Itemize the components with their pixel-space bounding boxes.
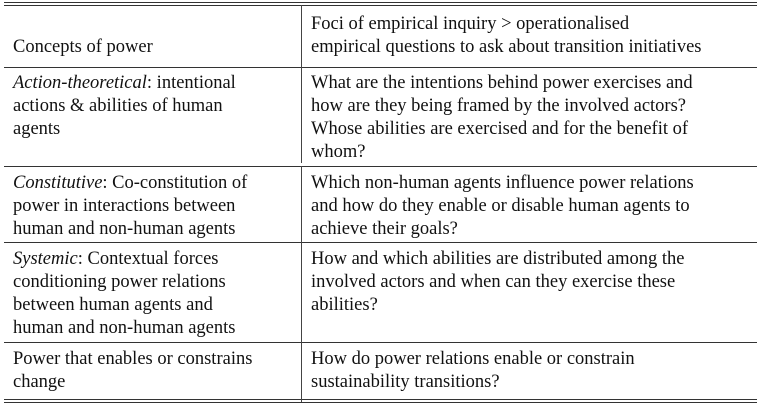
row-systemic-questions: How and which abilities are distributed among the involved actors and when can they exercise these abilities? [311,249,685,315]
header-concepts: Concepts of power [13,37,153,57]
row-rule-1 [4,166,757,167]
bottom-rule-inner [4,402,757,403]
row-enables-constrains-questions: How do power relations enable or constrain sustainability transitions? [311,349,635,392]
concept-term: Action-theoretical [13,73,147,93]
header-rule [4,67,757,68]
concept-term: Systemic [13,249,78,269]
row-systemic-concept: Systemic: Contextual forces conditioning power relations between human agents and human and non-human agents [13,249,236,338]
top-rule-inner [4,5,757,6]
row-rule-3 [4,342,757,343]
bottom-rule [4,399,757,400]
top-rule [4,2,757,3]
column-separator [301,5,302,163]
row-rule-2 [4,242,757,243]
row-action-theoretical-questions: What are the intentions behind power exercises and how are they being framed by the involved actors? Whose abilities are exercised and for the benefit of whom? [311,73,693,162]
concept-term: Constitutive [13,173,103,193]
header-foci: Foci of empirical inquiry > operationalised empirical questions to ask about transition initiatives [311,14,702,57]
row-action-theoretical-concept: Action-theoretical: intentional actions & abilities of human agents [13,73,236,139]
row-constitutive-questions: Which non-human agents influence power relations and how do they enable or disable human agents to achieve their goals? [311,173,694,239]
column-separator [301,166,302,402]
row-constitutive-concept: Constitutive: Co-constitution of power in interactions between human and non-human agents [13,173,248,239]
row-enables-constrains-concept: Power that enables or constrains change [13,349,253,392]
